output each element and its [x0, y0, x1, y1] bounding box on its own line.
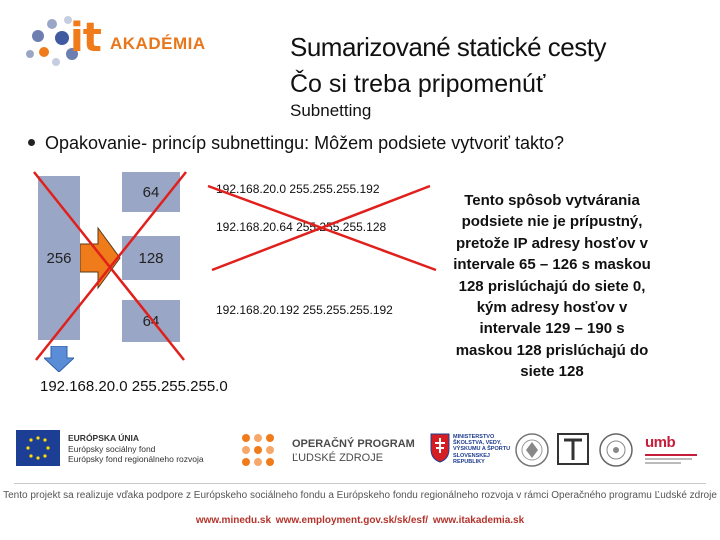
ministry-line-2: ŠKOLSTVA, VEDY,: [453, 440, 502, 447]
ministry-label: [453, 434, 510, 465]
umb-logo-text: umb: [645, 434, 676, 451]
slide-title: Sumarizované statické cesty: [290, 32, 606, 62]
ministry-line-3: VÝSKUMU A ŠPORTU: [453, 446, 511, 453]
university-logo-icon-2: [556, 430, 592, 468]
ip-line-3: 192.168.20.192 255.255.255.192: [216, 303, 393, 317]
ministry-line-4: SLOVENSKEJ: [453, 452, 490, 459]
itakademia-logo: [22, 12, 222, 72]
op-label: [292, 437, 415, 465]
op-ludske-zdroje-logo-icon: [240, 432, 288, 470]
ministry-line-1: MINISTERSTVO: [453, 434, 495, 440]
section-title: Subnetting: [290, 101, 372, 120]
footer-links[interactable]: www.minedu.sk www.employment.gov.sk/sk/esf/ www.itakademia.sk: [195, 515, 525, 526]
block-64-top-label: 64: [142, 183, 160, 201]
umb-subtitle-graphic: [645, 454, 697, 464]
down-arrow-icon: [44, 346, 74, 372]
op-line-2: ĽUDSKÉ ZDROJE: [292, 452, 384, 464]
block-256-label: 256: [46, 249, 72, 267]
bullet-dot: [28, 139, 35, 146]
eu-flag-icon: [16, 430, 60, 466]
footer-divider: [14, 483, 706, 484]
op-line-1: OPERAČNÝ PROGRAM: [292, 438, 415, 450]
logo-it-text: it: [70, 15, 101, 61]
cross-mark-left: [30, 168, 210, 368]
explanation-text: Tento spôsob vytvárania podsiete nie je prípustný, pretože IP adresy hosťov v intervale 65 – 126 s maskou 128 prislúchajú do siete 0, kým adresy hosťov v intervale 129 – 190 s maskou 128 prislúchajú do siete 128: [453, 192, 651, 381]
summary-ip: 192.168.20.0 255.255.255.0: [40, 378, 228, 395]
eu-line-2: Európsky sociálny fond: [68, 443, 156, 454]
bullet-text: Opakovanie- princíp subnettingu: Môžem podsiete vytvoriť takto?: [45, 133, 565, 153]
logo-akademia-text: AKADÉMIA: [110, 34, 206, 53]
ministry-line-5: REPUBLIKY: [453, 458, 485, 465]
ip-line-1: 192.168.20.0 255.255.255.192: [216, 182, 380, 196]
ip-line-2: 192.168.20.64 255.255.255.128: [216, 220, 387, 234]
eu-label: [68, 433, 204, 465]
footer-project-text: Tento projekt sa realizuje vďaka podpore z Európskeho sociálneho fondu a Európskeho fondu regionálneho rozvoja v rámci Operačného programu Ľudské zdroje: [3, 490, 717, 501]
cross-mark-right: [204, 180, 440, 274]
university-seal-icon-1: [514, 432, 550, 468]
block-128-label: 128: [138, 249, 164, 267]
eu-line-3: Európsky fond regionálneho rozvoja: [68, 454, 204, 464]
block-64-bottom-label: 64: [142, 312, 160, 330]
slide-subtitle: Čo si treba pripomenúť: [290, 70, 546, 98]
university-seal-icon-3: [598, 432, 634, 468]
bullet-item: [28, 133, 564, 154]
slovak-coat-of-arms-icon: [430, 433, 450, 463]
eu-line-1: EURÓPSKA ÚNIA: [68, 433, 139, 443]
